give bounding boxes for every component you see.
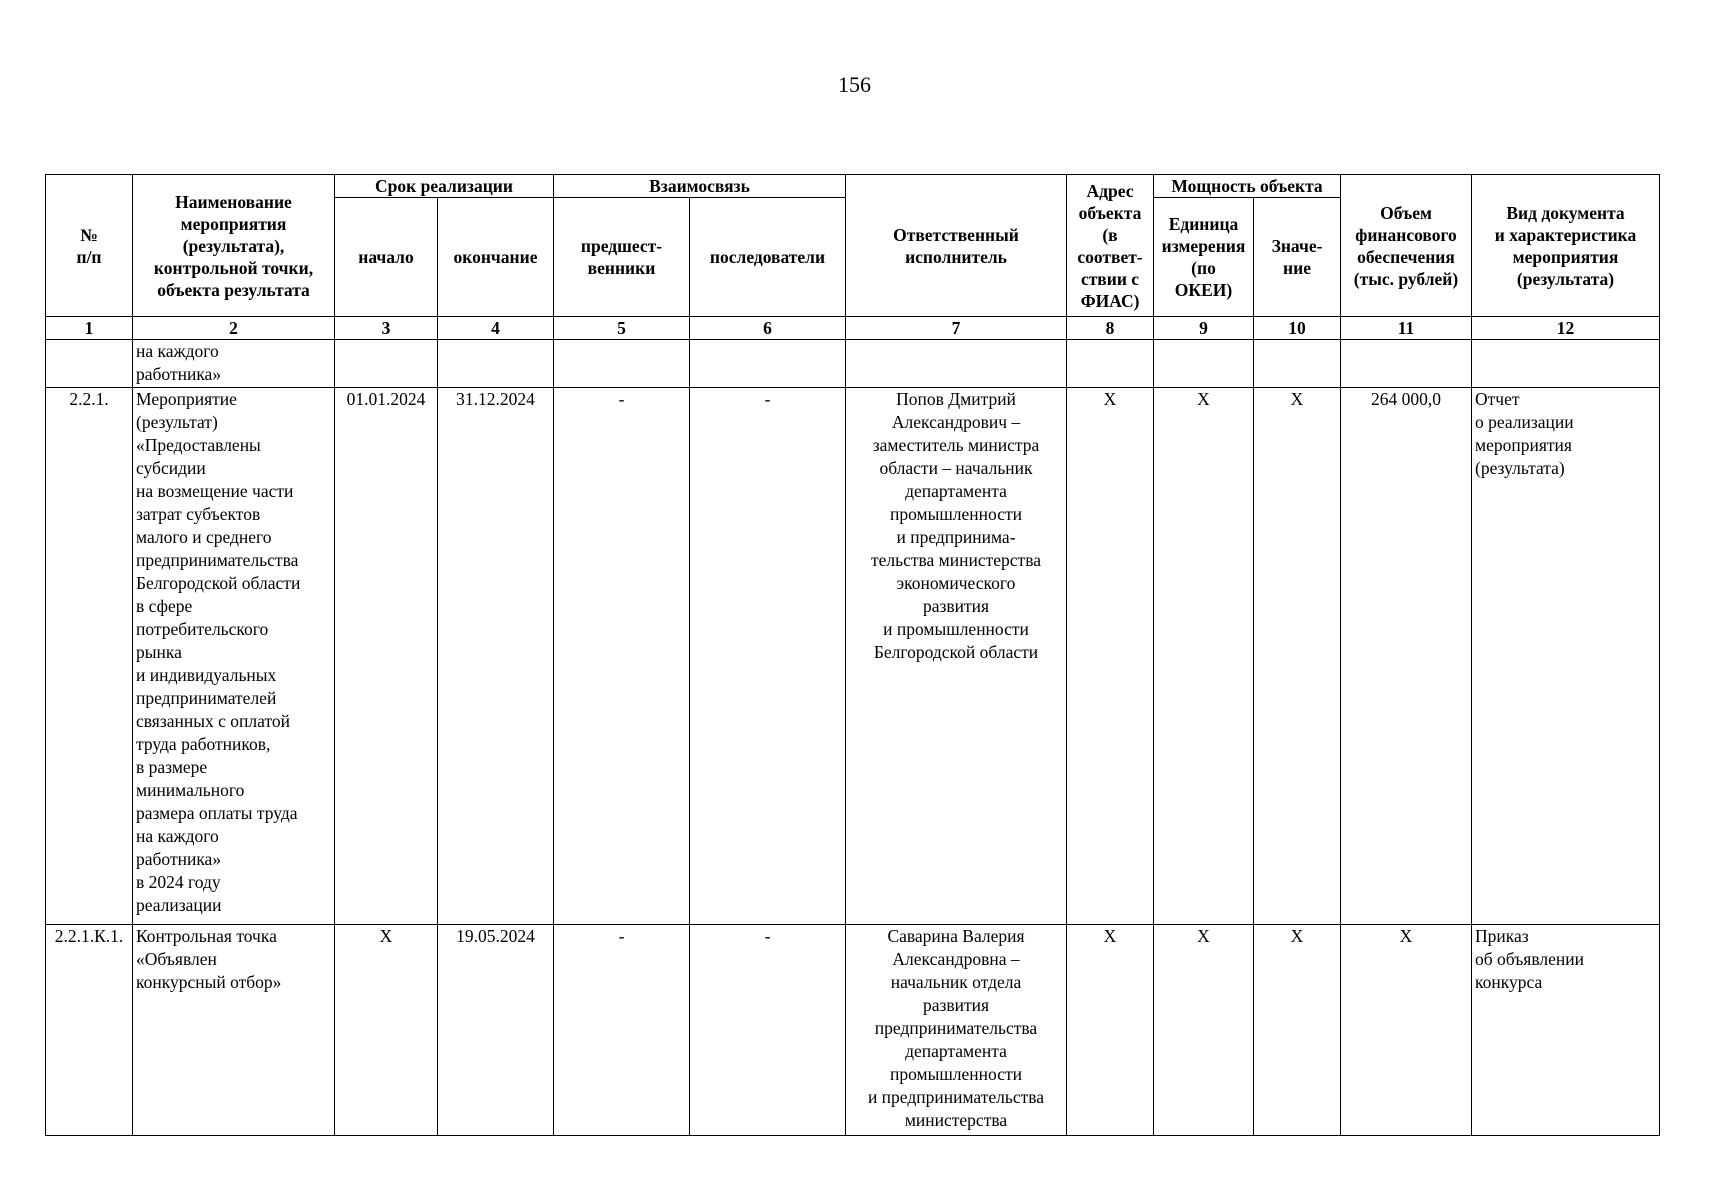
header-successors: последователи <box>690 198 846 317</box>
header-term-group: Срок реализации <box>335 175 554 198</box>
cell-number: 2.2.1.К.1. <box>46 925 133 1136</box>
column-number: 2 <box>133 317 335 340</box>
cell-document <box>1472 340 1660 388</box>
header-end: окончание <box>438 198 554 317</box>
activity-plan-table <box>45 174 1660 1136</box>
cell-start: 01.01.2024 <box>335 388 438 925</box>
column-number-row <box>46 317 1660 340</box>
column-number: 8 <box>1067 317 1154 340</box>
column-number: 3 <box>335 317 438 340</box>
cell-predecessors: - <box>554 925 690 1136</box>
column-number: 12 <box>1472 317 1660 340</box>
column-number: 7 <box>846 317 1067 340</box>
cell-value: X <box>1254 925 1341 1136</box>
cell-responsible <box>846 340 1067 388</box>
cell-document: Приказ об объявлении конкурса <box>1472 925 1660 1136</box>
table-row <box>46 340 1660 388</box>
cell-value: X <box>1254 388 1341 925</box>
page-number: 156 <box>838 72 871 97</box>
cell-predecessors: - <box>554 388 690 925</box>
cell-value <box>1254 340 1341 388</box>
cell-responsible: Попов Дмитрий Александрович – заместитель министра области – начальник департамента промышленности и предпринима- тельства министерства экономического развития и промышленности Белгородской области <box>846 388 1067 925</box>
table-row <box>46 388 1660 925</box>
cell-financing: X <box>1341 925 1472 1136</box>
column-number: 4 <box>438 317 554 340</box>
cell-responsible: Саварина Валерия Александровна – начальник отдела развития предпринимательства департамента промышленности и предпринимательства министерства <box>846 925 1067 1136</box>
header-link-group: Взаимосвязь <box>554 175 846 198</box>
cell-name: Контрольная точка «Объявлен конкурсный отбор» <box>133 925 335 1136</box>
header-address: Адрес объекта (в соответ- ствии с ФИАС) <box>1067 175 1154 317</box>
cell-address: X <box>1067 388 1154 925</box>
cell-end <box>438 340 554 388</box>
header-document: Вид документа и характеристика мероприятия (результата) <box>1472 175 1660 317</box>
cell-end: 31.12.2024 <box>438 388 554 925</box>
column-number: 1 <box>46 317 133 340</box>
cell-document: Отчет о реализации мероприятия (результата) <box>1472 388 1660 925</box>
cell-address: X <box>1067 925 1154 1136</box>
column-number: 6 <box>690 317 846 340</box>
cell-successors: - <box>690 925 846 1136</box>
cell-address <box>1067 340 1154 388</box>
header-power-group: Мощность объекта <box>1154 175 1341 198</box>
cell-end: 19.05.2024 <box>438 925 554 1136</box>
cell-number: 2.2.1. <box>46 388 133 925</box>
cell-successors <box>690 340 846 388</box>
cell-name: Мероприятие (результат) «Предоставлены субсидии на возмещение части затрат субъектов малого и среднего предпринимательства Белгородской области в сфере потребительского рынка и индивидуальных предпринимателей связанных с оплатой труда работников, в размере минимального размера оплаты труда на каждого работника» в 2024 году реализации <box>133 388 335 925</box>
cell-financing <box>1341 340 1472 388</box>
cell-number <box>46 340 133 388</box>
header-unit: Единица измерения (по ОКЕИ) <box>1154 198 1254 317</box>
header-responsible: Ответственный исполнитель <box>846 175 1067 317</box>
header-value: Значе- ние <box>1254 198 1341 317</box>
cell-start: X <box>335 925 438 1136</box>
header-name: Наименование мероприятия (результата), контрольной точки, объекта результата <box>133 175 335 317</box>
column-number: 9 <box>1154 317 1254 340</box>
header-predecessors: предшест- венники <box>554 198 690 317</box>
cell-unit: X <box>1154 925 1254 1136</box>
header-financing: Объем финансового обеспечения (тыс. рублей) <box>1341 175 1472 317</box>
header-start: начало <box>335 198 438 317</box>
cell-name: на каждого работника» <box>133 340 335 388</box>
cell-unit <box>1154 340 1254 388</box>
cell-financing: 264 000,0 <box>1341 388 1472 925</box>
column-number: 10 <box>1254 317 1341 340</box>
cell-start <box>335 340 438 388</box>
cell-successors: - <box>690 388 846 925</box>
column-number: 11 <box>1341 317 1472 340</box>
column-number: 5 <box>554 317 690 340</box>
cell-predecessors <box>554 340 690 388</box>
table-row <box>46 925 1660 1136</box>
header-number: № п/п <box>46 175 133 317</box>
cell-unit: X <box>1154 388 1254 925</box>
